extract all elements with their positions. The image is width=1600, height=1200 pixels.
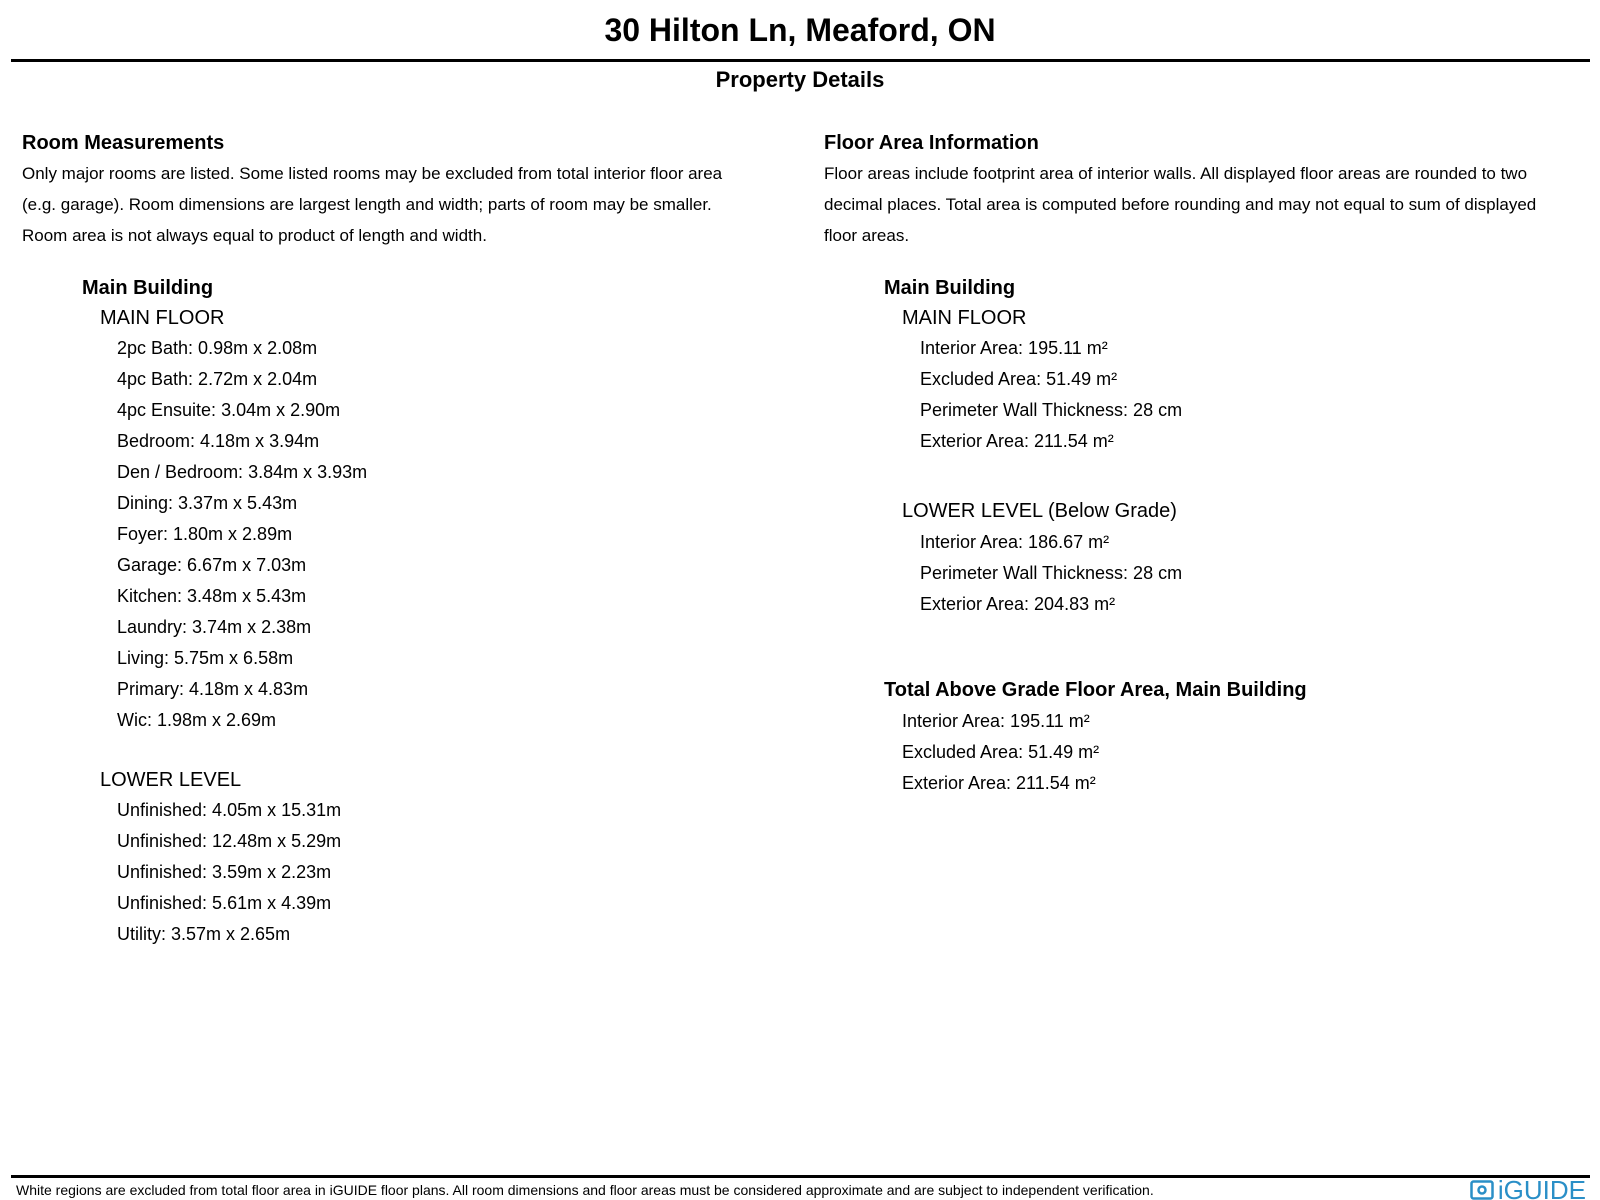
area-item: Exterior Area: 204.83 m² — [920, 594, 1116, 614]
footer-disclaimer: White regions are excluded from total floor area in iGUIDE floor plans. All room dimensions and floor areas must be considered approximate and are subject to independent verification. — [16, 1182, 1154, 1198]
area-item: Perimeter Wall Thickness: 28 cm — [920, 400, 1183, 420]
area-main-floor-heading: MAIN FLOOR — [902, 307, 1027, 329]
room-measurements-title: Room Measurements — [22, 132, 225, 154]
room-item: Den / Bedroom: 3.84m x 3.93m — [117, 462, 368, 482]
room-measurements-desc-line: Room area is not always equal to product of length and width. — [22, 226, 487, 245]
room-item: 4pc Ensuite: 3.04m x 2.90m — [117, 400, 341, 420]
rooms-lower-level-heading: LOWER LEVEL — [100, 769, 242, 791]
area-building-heading: Main Building — [884, 277, 1016, 299]
total-area-item: Excluded Area: 51.49 m² — [902, 742, 1100, 762]
area-item: Perimeter Wall Thickness: 28 cm — [920, 563, 1183, 583]
room-item: 2pc Bath: 0.98m x 2.08m — [117, 338, 318, 358]
room-item: Wic: 1.98m x 2.69m — [117, 710, 277, 730]
area-lower-level-heading: LOWER LEVEL (Below Grade) — [902, 500, 1177, 522]
room-item: Kitchen: 3.48m x 5.43m — [117, 586, 307, 606]
room-measurements-desc-line: Only major rooms are listed. Some listed rooms may be excluded from total interior floor area — [22, 164, 723, 183]
rooms-main-floor-heading: MAIN FLOOR — [100, 307, 225, 329]
total-area-item: Exterior Area: 211.54 m² — [902, 773, 1096, 793]
room-item: Living: 5.75m x 6.58m — [117, 648, 294, 668]
room-item: Unfinished: 5.61m x 4.39m — [117, 893, 332, 913]
floor-area-desc-line: decimal places. Total area is computed before rounding and may not equal to sum of displayed — [824, 195, 1537, 214]
area-item: Interior Area: 195.11 m² — [920, 338, 1108, 358]
total-area-heading: Total Above Grade Floor Area, Main Building — [884, 679, 1307, 701]
iguide-logo-text: iGUIDE — [1497, 1180, 1586, 1200]
floor-area-desc-line: Floor areas include footprint area of interior walls. All displayed floor areas are rounded to two — [824, 164, 1528, 183]
room-item: Unfinished: 3.59m x 2.23m — [117, 862, 332, 882]
page-title: 30 Hilton Ln, Meaford, ON — [604, 12, 996, 48]
room-item: Dining: 3.37m x 5.43m — [117, 493, 298, 513]
area-item: Exterior Area: 211.54 m² — [920, 431, 1114, 451]
room-item: Garage: 6.67m x 7.03m — [117, 555, 307, 575]
floor-area-section — [824, 128, 1599, 251]
room-item: Foyer: 1.80m x 2.89m — [117, 524, 293, 544]
room-item: Utility: 3.57m x 2.65m — [117, 924, 291, 944]
page-subtitle: Property Details — [715, 67, 885, 92]
room-item: Unfinished: 4.05m x 15.31m — [117, 800, 342, 820]
footer-divider — [11, 1175, 1590, 1178]
iguide-logo-icon — [1470, 1180, 1494, 1200]
area-item: Interior Area: 186.67 m² — [920, 532, 1110, 552]
room-item: Laundry: 3.74m x 2.38m — [117, 617, 312, 637]
room-item: 4pc Bath: 2.72m x 2.04m — [117, 369, 318, 389]
iguide-logo — [1470, 1180, 1586, 1200]
room-item: Unfinished: 12.48m x 5.29m — [117, 831, 342, 851]
room-item: Primary: 4.18m x 4.83m — [117, 679, 309, 699]
floor-area-title: Floor Area Information — [824, 132, 1039, 154]
title-divider — [11, 59, 1590, 62]
room-measurements-desc-line: (e.g. garage). Room dimensions are largest length and width; parts of room may be smaller. — [22, 195, 712, 214]
room-measurements-section — [22, 128, 782, 251]
area-item: Excluded Area: 51.49 m² — [920, 369, 1118, 389]
rooms-building-heading: Main Building — [82, 277, 214, 299]
room-item: Bedroom: 4.18m x 3.94m — [117, 431, 320, 451]
total-area-item: Interior Area: 195.11 m² — [902, 711, 1090, 731]
floor-area-desc-line: floor areas. — [824, 226, 910, 245]
